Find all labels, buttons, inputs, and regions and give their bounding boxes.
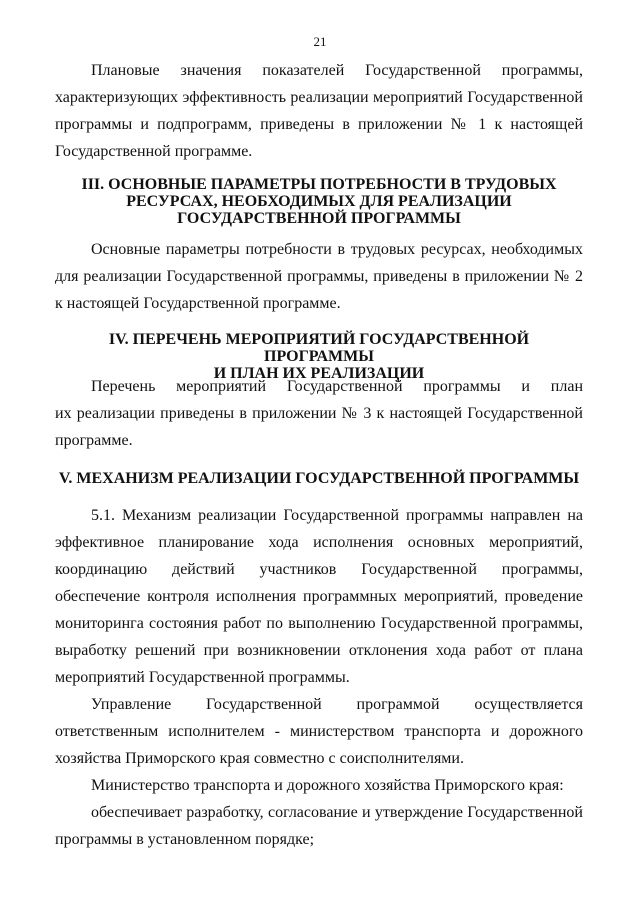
intro-rest: характеризующих эффективность реализации мероприятий Государственной программы и подпрограмм, приведены в приложении № 1 к настоящей Государственной программе. (55, 89, 583, 160)
section-3-heading-line-3: ГОСУДАРСТВЕННОЙ ПРОГРАММЫ (177, 210, 461, 227)
section-4-first-line: Перечень мероприятий Государственной программы и план (91, 378, 583, 395)
section-5-paragraph-3: Министерство транспорта и дорожного хозяйства Приморского края: (91, 777, 564, 794)
section-5-paragraph-4: обеспечивает разработку, согласование и утверждение Государственной программы в установленном порядке; (55, 804, 583, 848)
section-4-heading-line-2: И ПЛАН ИХ РЕАЛИЗАЦИИ (213, 365, 425, 382)
section-3-paragraph (55, 236, 583, 317)
section-5-body (55, 502, 583, 853)
section-5-heading (55, 470, 583, 487)
section-5-heading-line: V. МЕХАНИЗМ РЕАЛИЗАЦИИ ГОСУДАРСТВЕННОЙ ПРОГРАММЫ (58, 470, 580, 487)
section-4-heading-line-1: IV. ПЕРЕЧЕНЬ МЕРОПРИЯТИЙ ГОСУДАРСТВЕННОЙ ПРОГРАММЫ (108, 331, 530, 365)
section-3-text: Основные параметры потребности в трудовых ресурсах, необходимых для реализации Государственной программы, приведены в приложении № 2 к настоящей Государственной программе. (55, 241, 583, 312)
section-5-paragraph-1: 5.1. Механизм реализации Государственной программы направлен на эффективное планирование хода исполнения основных мероприятий, координацию действий участников Государственной программы, обеспечение контроля исполнения программных мероприятий, проведение мониторинга состояния работ по выполнению Государственной программы, выработку решений при возникновении отклонения хода работ от плана мероприятий Государственной программы. (55, 507, 583, 686)
section-3-heading (55, 176, 583, 227)
page-number: 21 (313, 34, 327, 49)
section-5-paragraph-2-rest: ответственным исполнителем - министерством транспорта и дорожного хозяйства Приморского края совместно с соисполнителями. (55, 723, 583, 767)
intro-first-line: Плановые значения показателей Государственной программы, (91, 62, 583, 79)
section-5-paragraph-2-first-line: Управление Государственной программой осуществляется (91, 696, 583, 713)
section-4-paragraph (55, 373, 583, 454)
section-4-rest: их реализации приведены в приложении № 3 к настоящей Государственной программе. (55, 405, 583, 449)
section-3-heading-line-1: III. ОСНОВНЫЕ ПАРАМЕТРЫ ПОТРЕБНОСТИ В ТРУДОВЫХ (81, 176, 557, 193)
section-3-heading-line-2: РЕСУРСАХ, НЕОБХОДИМЫХ ДЛЯ РЕАЛИЗАЦИИ (126, 193, 512, 210)
intro-paragraph (55, 57, 583, 165)
